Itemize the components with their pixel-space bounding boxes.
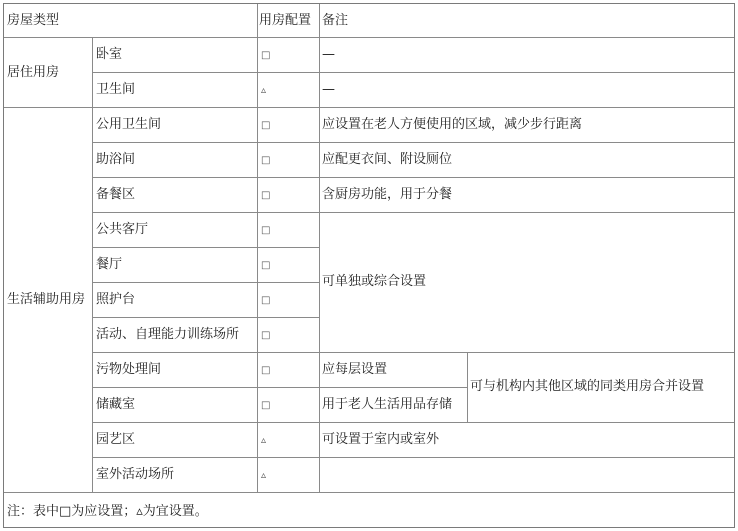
header-room-config: 用房配置 xyxy=(259,13,312,28)
room-name: 园艺区 xyxy=(96,432,136,447)
room-name: 污物处理间 xyxy=(96,362,162,377)
col-divider xyxy=(257,4,258,492)
room-name: 活动、自理能力训练场所 xyxy=(96,327,240,342)
group-residential: 居住用房 xyxy=(7,65,60,80)
col-divider xyxy=(92,37,93,492)
row-divider xyxy=(92,457,734,458)
room-name: 室外活动场所 xyxy=(96,467,175,482)
recommended-mark: ▵ xyxy=(261,435,267,446)
merged-note-combinable: 可与机构内其他区域的同类用房合并设置 xyxy=(470,379,705,394)
room-note: 可设置于室内或室外 xyxy=(322,432,440,447)
required-mark: □ xyxy=(261,120,271,131)
table-footnote: 注：表中□为应设置；▵为宜设置。 xyxy=(7,504,208,519)
required-mark: □ xyxy=(261,260,271,271)
row-divider xyxy=(92,317,319,318)
room-config-table xyxy=(3,3,735,528)
required-mark: □ xyxy=(261,365,271,376)
row-divider xyxy=(92,387,467,388)
required-mark: □ xyxy=(261,330,271,341)
room-note: 含厨房功能，用于分餐 xyxy=(322,187,453,202)
row-divider xyxy=(92,282,319,283)
row-divider xyxy=(92,72,734,73)
room-name: 卫生间 xyxy=(96,82,136,97)
merged-note-shared-rooms: 可单独或综合设置 xyxy=(322,274,427,289)
room-name: 公用卫生间 xyxy=(96,117,162,132)
row-divider xyxy=(4,492,734,493)
room-name: 备餐区 xyxy=(96,187,136,202)
row-divider xyxy=(92,422,734,423)
room-name: 餐厅 xyxy=(96,257,123,272)
group-support: 生活辅助用房 xyxy=(7,292,86,307)
room-name: 公共客厅 xyxy=(96,222,149,237)
room-note: 应配更衣间、附设厕位 xyxy=(322,152,453,167)
room-name: 卧室 xyxy=(96,47,123,62)
row-divider xyxy=(92,352,734,353)
row-divider xyxy=(4,107,734,108)
room-name: 储藏室 xyxy=(96,397,136,412)
required-mark: □ xyxy=(261,190,271,201)
room-note: — xyxy=(322,47,335,62)
room-note: — xyxy=(322,82,335,97)
room-name: 助浴间 xyxy=(96,152,136,167)
recommended-mark: ▵ xyxy=(261,470,267,481)
required-mark: □ xyxy=(261,50,271,61)
row-divider xyxy=(92,177,734,178)
required-mark: □ xyxy=(261,225,271,236)
col-divider xyxy=(467,352,468,422)
required-mark: □ xyxy=(261,295,271,306)
room-note: 应每层设置 xyxy=(322,362,388,377)
required-mark: □ xyxy=(261,400,271,411)
recommended-mark: ▵ xyxy=(261,85,267,96)
header-room-type: 房屋类型 xyxy=(7,13,60,28)
row-divider xyxy=(92,212,734,213)
room-name: 照护台 xyxy=(96,292,136,307)
row-divider xyxy=(92,247,319,248)
room-note: 应设置在老人方便使用的区域，减少步行距离 xyxy=(322,117,583,132)
room-note: 用于老人生活用品存储 xyxy=(322,397,453,412)
col-divider xyxy=(319,4,320,492)
header-note: 备注 xyxy=(322,13,349,28)
row-divider xyxy=(4,37,734,38)
required-mark: □ xyxy=(261,155,271,166)
row-divider xyxy=(92,142,734,143)
